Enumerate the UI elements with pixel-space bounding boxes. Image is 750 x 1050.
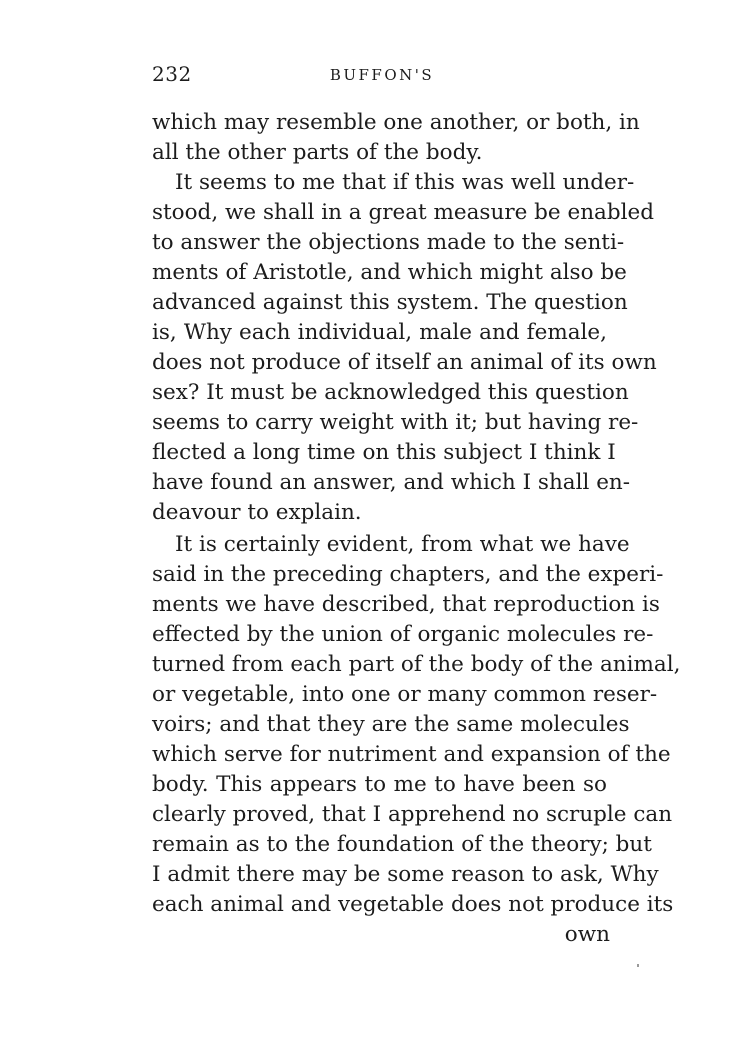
text-line: advanced against this system. The question	[152, 290, 628, 315]
text-line: which may resemble one another, or both, in	[152, 110, 640, 135]
paper-speck	[637, 964, 639, 967]
text-line: which serve for nutriment and expansion of the	[152, 742, 671, 767]
text-line: seems to carry weight with it; but having re-	[152, 410, 639, 435]
text-line: ments of Aristotle, and which might also be	[152, 260, 627, 285]
text-line: each animal and vegetable does not produce its	[152, 892, 674, 917]
text-line: said in the preceding chapters, and the experi-	[152, 562, 664, 587]
text-line: does not produce of itself an animal of its own	[152, 350, 657, 375]
text-line: have found an answer, and which I shall en-	[152, 470, 631, 495]
text-line: sex? It must be acknowledged this question	[152, 380, 629, 405]
text-line: remain as to the foundation of the theory; but	[152, 832, 652, 857]
text-line: flected a long time on this subject I think I	[152, 440, 616, 465]
text-line: is, Why each individual, male and female,	[152, 320, 607, 345]
text-line: voirs; and that they are the same molecules	[152, 712, 630, 737]
text-line: body. This appears to me to have been so	[152, 772, 607, 797]
text-line: I admit there may be some reason to ask, Why	[152, 862, 659, 887]
text-line: stood, we shall in a great measure be enabled	[152, 200, 654, 225]
text-line: clearly proved, that I apprehend no scruple can	[152, 802, 673, 827]
page-header	[152, 60, 612, 90]
text-line: to answer the objections made to the senti-	[152, 230, 625, 255]
text-line: ments we have described, that reproduction is	[152, 592, 660, 617]
text-line: It is certainly evident, from what we have	[175, 532, 630, 557]
catchword: own	[564, 922, 610, 947]
page-number: 232	[152, 62, 192, 86]
text-line: all the other parts of the body.	[152, 140, 483, 165]
text-line: effected by the union of organic molecules re-	[152, 622, 654, 647]
text-line: deavour to explain.	[152, 500, 362, 525]
text-line: or vegetable, into one or many common reser-	[152, 682, 658, 707]
text-line: It seems to me that if this was well under-	[175, 170, 635, 195]
text-line: turned from each part of the body of the animal,	[152, 652, 681, 677]
running-head: BUFFON'S	[329, 66, 435, 84]
